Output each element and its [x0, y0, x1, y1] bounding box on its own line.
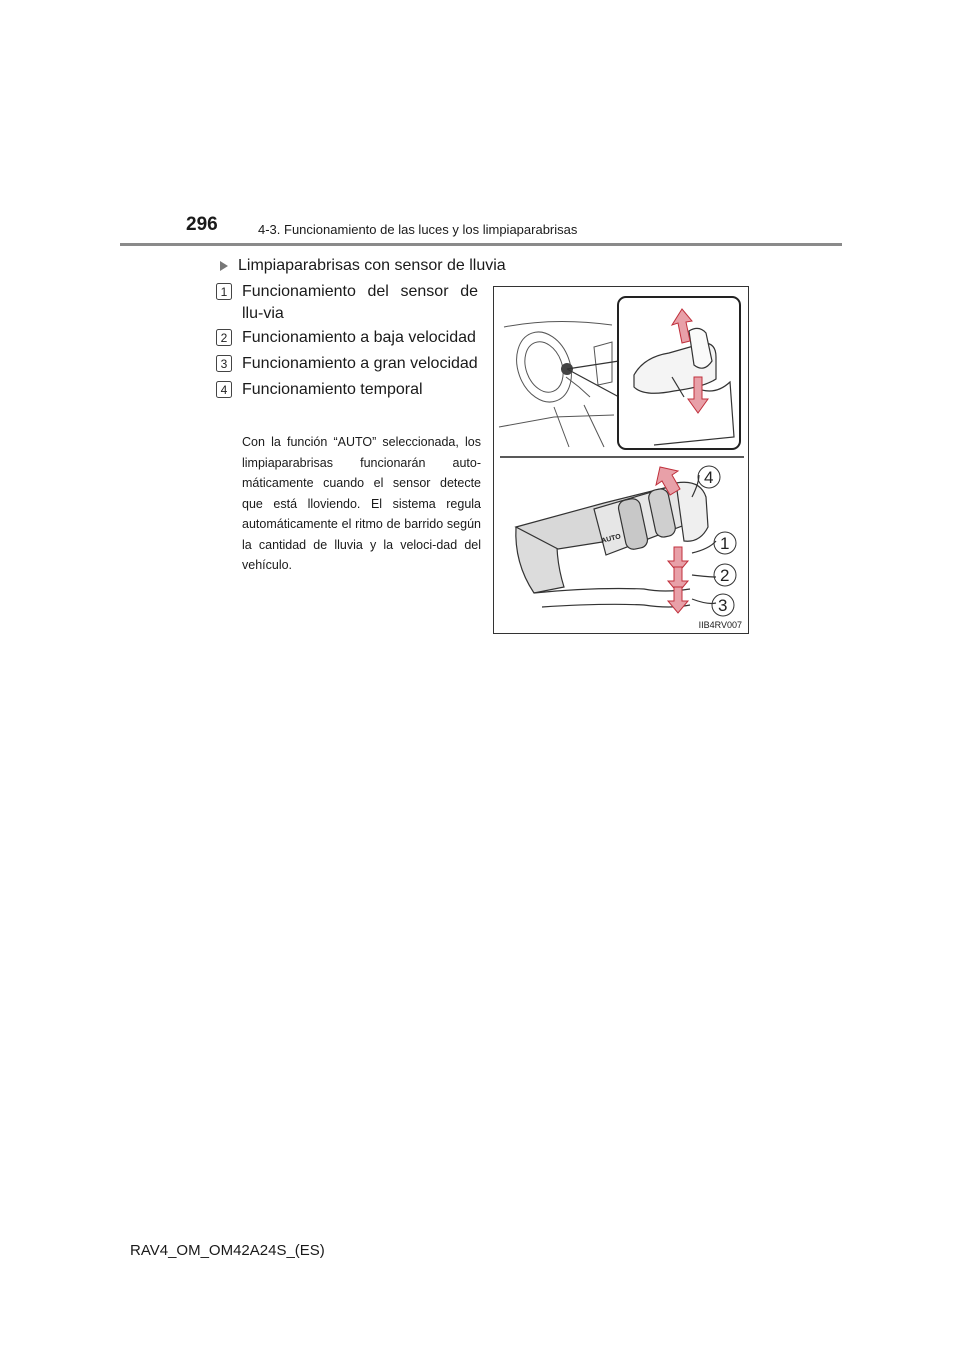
description-paragraph: Con la función “AUTO” seleccionada, los limpiaparabrisas funcionarán auto-máticamente cuando el sensor detecte que está lloviendo. El sistema regula automáticamente el ritmo de barrido según la cantidad de lluvia y la veloci-dad del vehículo. — [242, 435, 481, 572]
callout-4: 4 — [704, 468, 714, 487]
callout-3: 3 — [718, 596, 728, 615]
number-2-icon — [216, 329, 232, 346]
callout-2: 2 — [720, 566, 730, 585]
list-item-4 — [216, 379, 478, 401]
list-item-1 — [216, 281, 478, 325]
list-item-text: Funcionamiento del sensor de llu-via — [242, 283, 478, 322]
subsection-heading — [220, 257, 506, 275]
svg-text:4: 4 — [220, 383, 228, 397]
footer-doc-id: RAV4_OM_OM42A24S_(ES) — [130, 1242, 325, 1259]
page-number: 296 — [186, 214, 218, 235]
number-4-icon — [216, 381, 232, 398]
callout-numbers — [704, 468, 729, 615]
wiper-illustration — [494, 287, 750, 635]
svg-text:2: 2 — [220, 331, 228, 345]
cabin-sketch — [499, 321, 614, 447]
list-item-text: Funcionamiento a gran velocidad — [242, 355, 478, 372]
triangle-bullet-icon — [220, 261, 228, 271]
list-item-text: Funcionamiento a baja velocidad — [242, 329, 476, 346]
callout-1: 1 — [720, 534, 730, 553]
svg-text:3: 3 — [220, 357, 228, 371]
list-item-3 — [216, 353, 478, 375]
list-item-2 — [216, 327, 478, 349]
auto-label: AUTO — [600, 533, 622, 545]
list-item-text: Funcionamiento temporal — [242, 381, 423, 398]
header-rule — [120, 243, 842, 246]
wiper-lever-figure — [493, 286, 749, 634]
svg-text:1: 1 — [220, 285, 228, 299]
number-1-icon — [216, 283, 232, 300]
section-title: 4-3. Funcionamiento de las luces y los limpiaparabrisas — [258, 222, 578, 237]
figure-code: IIB4RV007 — [698, 620, 742, 630]
number-3-icon — [216, 355, 232, 372]
subsection-heading-text: Limpiaparabrisas con sensor de lluvia — [238, 257, 506, 274]
callout-circles — [698, 466, 736, 616]
